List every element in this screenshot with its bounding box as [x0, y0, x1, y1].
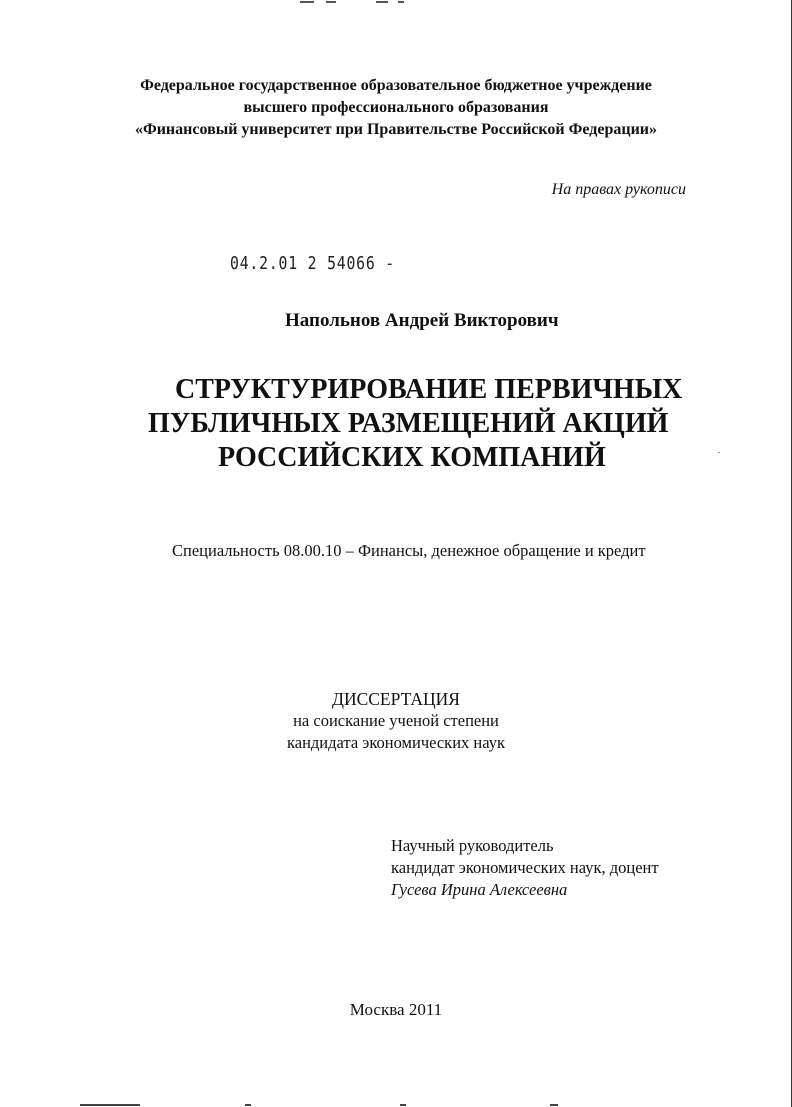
- supervisor-block: [391, 835, 659, 901]
- specialty-line: Специальность 08.00.10 – Финансы, денежное обращение и кредит: [172, 541, 646, 560]
- institution-line-1: Федеральное государственное образовательное бюджетное учреждение: [140, 77, 652, 94]
- dissertation-degree-line: на соискание ученой степени: [293, 711, 499, 730]
- institution-header: [0, 75, 792, 141]
- institution-line-3: «Финансовый университет при Правительстве Российской Федерации»: [134, 121, 658, 138]
- scan-bottom-marks: [20, 1101, 780, 1107]
- dissertation-label: ДИССЕРТАЦИЯ: [332, 689, 460, 709]
- dissertation-block: [0, 688, 792, 754]
- supervisor-degree: кандидат экономических наук, доцент: [391, 858, 659, 877]
- dissertation-field-line: кандидата экономических наук: [286, 733, 505, 752]
- supervisor-name: Гусева Ирина Алексеевна: [391, 880, 568, 899]
- city-year: Москва 2011: [349, 1000, 443, 1019]
- title-line-1: СТРУКТУРИРОВАНИЕ ПЕРВИЧНЫХ: [175, 374, 683, 405]
- registration-stamp: 04.2.01 2 54066 -: [230, 253, 396, 274]
- supervisor-label: Научный руководитель: [391, 836, 554, 855]
- manuscript-rights-note: На правах рукописи: [551, 181, 686, 198]
- scan-top-marks: [300, 0, 410, 4]
- title-line-3: РОССИЙСКИХ КОМПАНИЙ: [218, 442, 606, 473]
- institution-line-2: высшего профессионального образования: [243, 99, 549, 116]
- title-line-2: ПУБЛИЧНЫХ РАЗМЕЩЕНИЙ АКЦИЙ: [148, 408, 669, 439]
- scan-speck: [718, 452, 720, 453]
- author-name: Напольнов Андрей Викторович: [285, 310, 559, 331]
